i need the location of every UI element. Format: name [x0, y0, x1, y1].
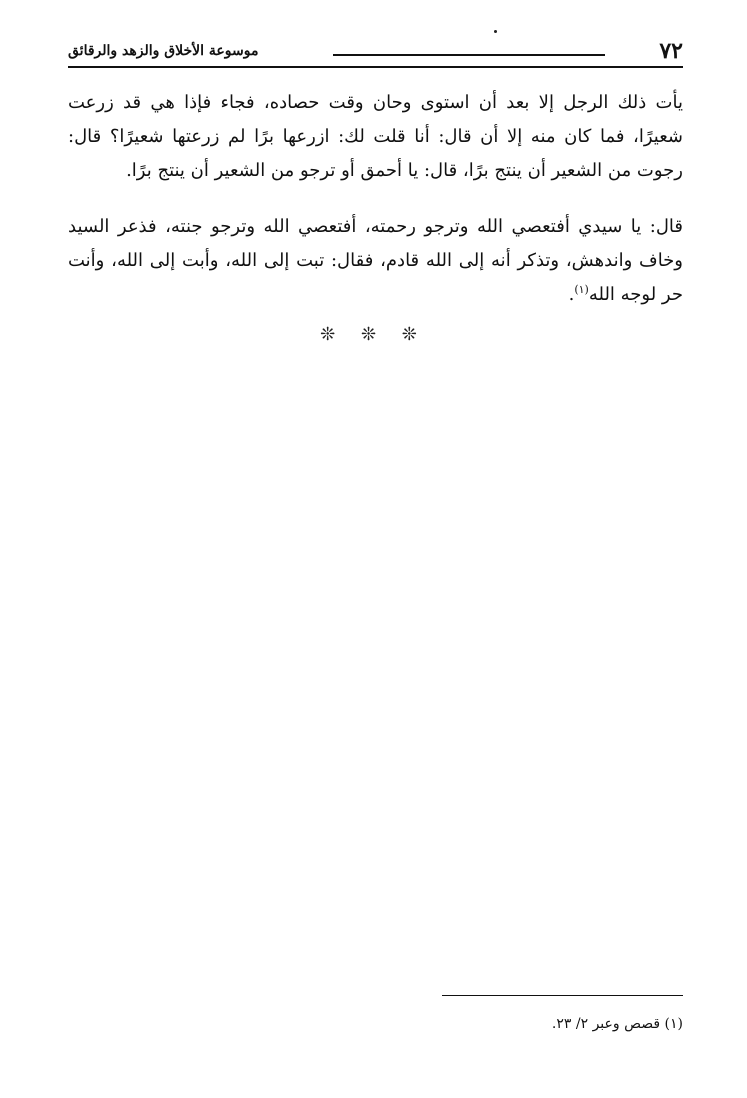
body-text: [68, 86, 683, 312]
page-number: ٧٢: [659, 38, 683, 64]
paragraph-2-end: .: [568, 284, 575, 305]
book-title: موسوعة الأخلاق والزهد والرقائق: [68, 43, 259, 59]
running-header: [68, 38, 683, 66]
scan-speck: [494, 30, 497, 33]
footnote-rule: [442, 995, 683, 996]
header-rule: [68, 66, 683, 68]
footnote: (١) قصص وعبر ٢/ ٢٣.: [551, 1016, 683, 1032]
footnote-reference: (١): [574, 283, 589, 296]
header-rule-short: [333, 54, 605, 56]
section-separator: ❊ ❊ ❊: [320, 324, 427, 345]
paragraph-1: يأت ذلك الرجل إلا بعد أن استوى وحان وقت حصاده، فجاء فإذا هي قد زرعت شعيرًا، فما كان منه إلا أن قال: أنا قلت لك: ازرعها برًا لم زرعتها شعيرًا؟ قال: رجوت من الشعير أن ينتج برًا، قال: يا أحمق أو ترجو من الشعير أن ينتج برًا.: [68, 92, 683, 181]
paragraph-2: [68, 210, 683, 312]
paragraph-2-text: قال: يا سيدي أفتعصي الله وترجو رحمته، أفتعصي الله وترجو جنته، فذعر السيد وخاف واندهش، وتذكر أنه إلى الله قادم، فقال: تبت إلى الله، وأبت إلى الله، وأنت حر لوجه الله: [68, 216, 683, 305]
